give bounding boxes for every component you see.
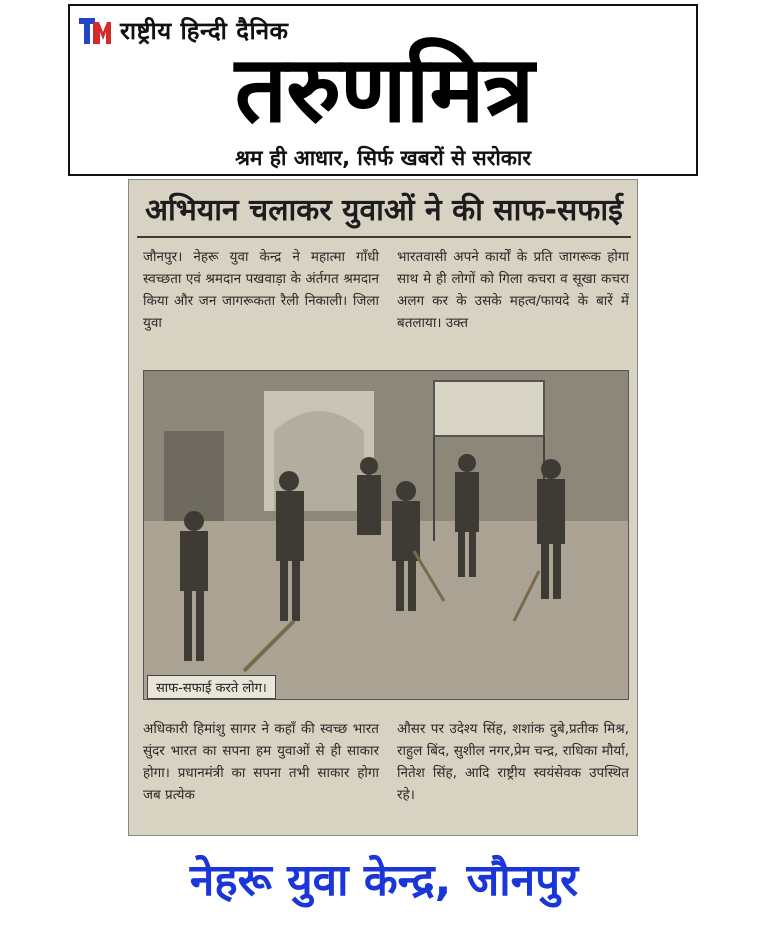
- photo-scene: [144, 371, 628, 699]
- article-column-2-bottom: औसर पर उदेश्य सिंह, शशांक दुबे,प्रतीक मिश्र, राहुल बिंद, सुशील नगर,प्रेम चन्द्र, राधिका मौर्या, नितेश सिंह, आदि राष्ट्रीय स्वयंसेवक उपस्थित रहे।: [397, 721, 629, 803]
- masthead-motto: श्रम ही आधार, सिर्फ खबरों से सरोकार: [235, 146, 531, 170]
- masthead-tagline: राष्ट्रीय हिन्दी दैनिक: [120, 17, 289, 45]
- paper-name: तरुणमित्र: [234, 36, 534, 143]
- article-column-1-top: जौनपुर। नेहरू युवा केन्द्र ने महात्मा गाँधी स्वच्छता एवं श्रमदान पखवाड़ा के अंर्तगत श्रमदान किया और जन जागरूकता रैली निकाली। जिला युवा: [143, 249, 379, 331]
- article-headline: अभियान चलाकर युवाओं ने की साफ-सफाई: [145, 193, 623, 228]
- article-column-2-top: भारतवासी अपने कार्यों के प्रति जागरूक होगा साथ मे ही लोगों को गिला कचरा व सूखा कचरा अलग कर के उसके महत्व/फायदे के बारें में बतलाया। उक्त: [397, 249, 629, 331]
- photo-caption: साफ-सफाई करते लोग।: [147, 675, 276, 699]
- footer-title: नेहरू युवा केन्द्र, जौनपुर: [189, 855, 579, 906]
- headline-rule: [137, 236, 631, 238]
- article-column-1-bottom: अधिकारी हिमांशु सागर ने कहाँ की स्वच्छ भारत सुंदर भारत का सपना हम युवाओं से ही साकार होगा। प्रधानमंत्री का सपना तभी साकार होगा जब प्रत्येक: [143, 721, 379, 803]
- news-clipping: [128, 179, 638, 836]
- newspaper-masthead: [68, 4, 698, 176]
- article-photo: [143, 370, 629, 700]
